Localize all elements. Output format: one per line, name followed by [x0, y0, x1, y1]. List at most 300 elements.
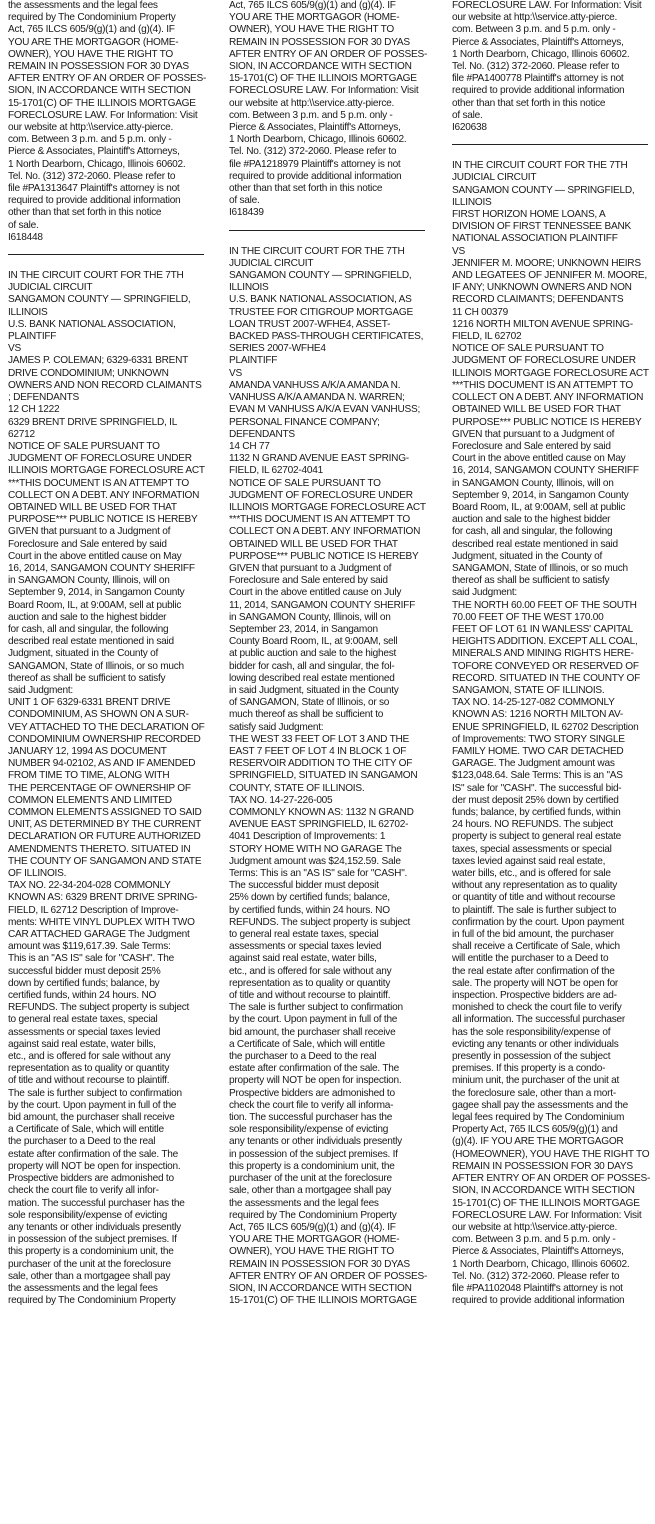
text-line: DRIVE CONDOMINIUM; UNKNOWN — [8, 367, 169, 379]
text-line: The sale is further subject to confirmation — [229, 1002, 403, 1014]
text-line: ILLINOIS — [229, 282, 269, 294]
text-line: YOU ARE THE MORTGAGOR (HOME- — [8, 36, 179, 48]
text-line: ILLINOIS MORTGAGE FORECLOSURE ACT — [229, 501, 426, 513]
text-line: water bills, etc., and is offered for sale — [452, 868, 611, 880]
text-line: in SANGAMON County, Illinois, will on — [229, 611, 391, 623]
text-line: auction and sale to the highest bidder — [8, 611, 167, 623]
text-line: HEIGHTS ADDITION. EXCEPT ALL COAL, — [452, 636, 638, 648]
text-line: auction and sale to the highest bidder — [452, 514, 611, 526]
text-line: STORY HOME WITH NO GARAGE The — [229, 843, 402, 855]
text-line: at public auction and sale to the highest — [229, 648, 397, 660]
text-line: a Certificate of Sale, which will entitle — [229, 1038, 385, 1050]
text-line: SANGAMON COUNTY — SPRINGFIELD, — [452, 184, 635, 196]
text-line: Judgment amount was $24,152.59. Sale — [229, 855, 401, 867]
text-line: SION, IN ACCORDANCE WITH SECTION — [229, 1282, 412, 1294]
text-line: the real estate after confirmation of the — [452, 965, 615, 977]
text-line: AMANDA VANHUSS A/K/A AMANDA N. — [229, 379, 401, 391]
text-line: U.S. BANK NATIONAL ASSOCIATION, AS — [229, 294, 412, 306]
text-line: successful bidder must deposit 25% — [8, 965, 161, 977]
text-line: PURPOSE*** PUBLIC NOTICE IS HEREBY — [8, 514, 198, 526]
text-line: 11, 2014, SANGAMON COUNTY SHERIFF — [229, 599, 416, 611]
text-line: FROM TIME TO TIME, ALONG WITH — [8, 770, 170, 782]
text-line: 24 hours. NO REFUNDS. The subject — [452, 819, 613, 831]
text-line: Pierce & Associates, Plaintiff's Attorneys, — [452, 1246, 624, 1258]
text-line: in said Judgment, situated in the County — [229, 684, 399, 696]
notice-block — [452, 0, 648, 134]
text-line: 14 CH 77 — [229, 440, 270, 452]
text-line: down by certified funds; balance, by — [8, 977, 160, 989]
text-line: REFUNDS. The subject property is subject — [8, 1002, 190, 1014]
text-line: this property is a condominium unit, the — [8, 1246, 174, 1258]
text-line: KNOWN AS: 1216 NORTH MILTON AV- — [452, 709, 623, 721]
text-line: DIVISION OF FIRST TENNESSEE BANK — [452, 221, 631, 233]
text-line: Court in the above entitled cause on May — [452, 453, 626, 465]
text-line: PLAINTIFF — [8, 331, 57, 343]
column-2 — [229, 0, 428, 1307]
text-line: 70.00 FEET OF THE WEST 170.00 — [452, 611, 604, 623]
text-line: 1216 NORTH MILTON AVENUE SPRING- — [452, 318, 633, 330]
text-line: FORECLOSURE LAW. For Information: Visit — [229, 85, 419, 97]
text-line: com. Between 3 p.m. and 5 p.m. only - — [452, 1234, 616, 1246]
notice-block — [8, 0, 207, 244]
text-line: JUDGMENT OF FORECLOSURE UNDER — [8, 453, 192, 465]
text-line: for cash, all and singular, the following — [452, 526, 613, 538]
text-line: THE NORTH 60.00 FEET OF THE SOUTH — [452, 599, 637, 611]
text-line: SANGAMON, STATE OF ILLINOIS. — [452, 684, 605, 696]
text-line: OWNER), YOU HAVE THE RIGHT TO — [229, 24, 394, 36]
text-line: VS — [452, 245, 465, 257]
text-line: mation. The successful purchaser has the — [8, 1197, 185, 1209]
text-line: SANGAMON COUNTY — SPRINGFIELD, — [229, 270, 412, 282]
text-line: OBTAINED WILL BE USED FOR THAT — [229, 538, 398, 550]
text-line: IN THE CIRCUIT COURT FOR THE 7TH — [452, 160, 628, 172]
text-line: in possession of the subject premises. If — [229, 1148, 398, 1160]
text-line: REMAIN IN POSSESSION FOR 30 DYAS — [229, 36, 410, 48]
text-line: ILLINOIS — [8, 306, 48, 318]
text-line: NOTICE OF SALE PURSUANT TO — [8, 440, 160, 452]
text-line: TAX NO. 14-25-127-082 COMMONLY — [452, 697, 615, 709]
text-line: IF ANY; UNKNOWN OWNERS AND NON — [452, 282, 632, 294]
text-line: The sale is further subject to confirmation — [8, 1087, 182, 1099]
text-line: for cash, all and singular, the following — [8, 623, 169, 635]
text-line: required to provide additional information — [452, 1295, 625, 1307]
text-line: 15-1701(C) OF THE ILLINOIS MORTGAGE — [452, 1197, 640, 1209]
text-line: to general real estate taxes, special — [229, 929, 379, 941]
text-line: FORECLOSURE LAW. For Information: Visit — [452, 0, 642, 11]
text-line: This is an "AS IS" sale for "CASH". The — [8, 953, 174, 965]
text-line: NUMBER 94-02102, AS AND IF AMENDED — [8, 758, 196, 770]
text-line: 16, 2014, SANGAMON COUNTY SHERIFF — [8, 562, 195, 574]
text-line: OF ILLINOIS. — [8, 868, 67, 880]
text-line: Tel. No. (312) 372-2060. Please refer to — [8, 170, 176, 182]
text-line: PURPOSE*** PUBLIC NOTICE IS HEREBY — [452, 416, 642, 428]
text-line: 1 North Dearborn, Chicago, Illinois 60602. — [229, 134, 407, 146]
text-line: 15-1701(C) OF THE ILLINOIS MORTGAGE — [8, 97, 196, 109]
text-line: said Judgment: — [8, 684, 73, 696]
text-line: ***THIS DOCUMENT IS AN ATTEMPT TO — [229, 514, 410, 526]
text-line: required to provide additional information — [452, 85, 625, 97]
text-line: SION, IN ACCORDANCE WITH SECTION — [8, 85, 191, 97]
text-line: Judgment, situated in the County of — [8, 648, 159, 660]
text-line: premises. If this property is a condo- — [452, 1063, 606, 1075]
text-line: inspection. Prospective bidders are ad- — [452, 990, 617, 1002]
text-line: lowing described real estate mentioned — [229, 672, 395, 684]
text-line: REFUNDS. The subject property is subject — [229, 916, 411, 928]
text-line: ILLINOIS — [452, 196, 492, 208]
text-line: IN THE CIRCUIT COURT FOR THE 7TH — [229, 245, 405, 257]
text-line: THE COUNTY OF SANGAMON AND STATE — [8, 855, 202, 867]
text-line: ILLINOIS MORTGAGE FORECLOSURE ACT — [452, 367, 649, 379]
text-line: AMENDMENTS THERETO. SITUATED IN — [8, 843, 191, 855]
text-line: I618439 — [229, 207, 264, 219]
text-line: I618448 — [8, 231, 43, 243]
text-line: assessments or special taxes levied — [8, 1026, 161, 1038]
text-line: bid amount, the purchaser shall receive — [8, 1112, 175, 1124]
text-line: Foreclosure and Sale entered by said — [452, 440, 611, 452]
text-line: DEFENDANTS — [229, 428, 295, 440]
text-line: of Improvements: TWO STORY SINGLE — [452, 733, 625, 745]
text-line: or quantity of title and without recourse — [452, 892, 616, 904]
text-line: sole responsibility/expense of evicting — [8, 1209, 168, 1221]
text-line: JAMES P. COLEMAN; 6329-6331 BRENT — [8, 355, 189, 367]
text-line: YOU ARE THE MORTGAGOR (HOME- — [229, 1234, 400, 1246]
text-line: legal fees required by The Condominium — [452, 1112, 625, 1124]
text-line: AFTER ENTRY OF AN ORDER OF POSSES- — [452, 1173, 651, 1185]
text-line: the assessments and the legal fees — [8, 0, 158, 11]
text-line: Tel. No. (312) 372-2060. Please refer to — [229, 146, 397, 158]
text-line: OWNER), YOU HAVE THE RIGHT TO — [229, 1246, 394, 1258]
text-line: COLLECT ON A DEBT. ANY INFORMATION — [229, 526, 421, 538]
text-line: JENNIFER M. MOORE; UNKNOWN HEIRS — [452, 257, 641, 269]
text-line: CAR ATTACHED GARAGE The Judgment — [8, 929, 190, 941]
text-line: this property is a condominium unit, the — [229, 1160, 395, 1172]
text-line: certified funds, within 24 hours. NO — [8, 990, 157, 1002]
text-line: 4041 Description of Improvements: 1 — [229, 831, 386, 843]
text-line: in full of the bid amount, the purchaser — [452, 929, 614, 941]
text-line: of sale. — [229, 195, 260, 207]
text-line: IN THE CIRCUIT COURT FOR THE 7TH — [8, 270, 184, 282]
text-line: Pierce & Associates, Plaintiff's Attorneys, — [8, 146, 180, 158]
notice-block — [229, 0, 428, 220]
text-line: Judgment, situated in the County of — [452, 550, 603, 562]
text-line: FIELD, IL 62702 — [452, 331, 522, 343]
text-line: KNOWN AS: 6329 BRENT DRIVE SPRING- — [8, 892, 198, 904]
column-1 — [8, 0, 207, 1307]
column-divider-rule — [229, 230, 425, 231]
notice-block — [452, 160, 651, 1307]
text-line: Property Act, 765 ILCS 605/9(g)(1) and — [452, 1124, 618, 1136]
text-line: Court in the above entitled cause on July — [229, 587, 402, 599]
text-line: OWNERS AND NON RECORD CLAIMANTS — [8, 379, 202, 391]
text-line: 15-1701(C) OF THE ILLINOIS MORTGAGE — [229, 73, 417, 85]
text-line: taxes, special assessments or special — [452, 843, 612, 855]
text-line: confirmation by the court. Upon payment — [452, 916, 625, 928]
text-line: U.S. BANK NATIONAL ASSOCIATION, — [8, 318, 176, 330]
text-line: 12 CH 1222 — [8, 404, 60, 416]
text-line: REMAIN IN POSSESSION FOR 30 DYAS — [8, 61, 189, 73]
text-line: representation as to quality or quantity — [8, 1063, 170, 1075]
text-line: against said real estate, water bills, — [229, 953, 377, 965]
text-line: CONDOMINIUM OWNERSHIP RECORDED — [8, 733, 201, 745]
text-line: COLLECT ON A DEBT. ANY INFORMATION — [8, 489, 200, 501]
text-line: NATIONAL ASSOCIATION PLAINTIFF — [452, 233, 618, 245]
text-line: described real estate mentioned in said — [452, 538, 618, 550]
text-line: GIVEN that pursuant to a Judgment of — [452, 428, 615, 440]
text-line: DECLARATION OR FUTURE AUTHORIZED — [8, 831, 201, 843]
text-line: 15-1701(C) OF THE ILLINOIS MORTGAGE — [229, 1295, 417, 1307]
text-line: to plaintiff. The sale is further subject to — [452, 904, 617, 916]
text-line: FAMILY HOME. TWO CAR DETACHED — [452, 745, 624, 757]
text-line: September 9, 2014, in Sangamon County — [452, 489, 629, 501]
text-line: of title and without recourse to plaintiff. — [8, 1075, 170, 1087]
text-line: Foreclosure and Sale entered by said — [8, 538, 167, 550]
text-line: of sale. — [452, 109, 483, 121]
text-line: COMMON ELEMENTS AND LIMITED — [8, 794, 172, 806]
text-line: sale. The property will NOT be open for — [452, 977, 619, 989]
text-line: sale, other than a mortgagee shall pay — [229, 1185, 392, 1197]
text-line: Court in the above entitled cause on May — [8, 550, 182, 562]
text-line: required to provide additional information — [229, 170, 402, 182]
text-line: COUNTY, STATE OF ILLINOIS. — [229, 782, 365, 794]
text-line: (g)(4). IF YOU ARE THE MORTGAGOR — [452, 1136, 624, 1148]
text-line: 1132 N GRAND AVENUE EAST SPRING- — [229, 453, 409, 465]
text-line: required to provide additional information — [8, 195, 181, 207]
text-line: file #PA1218979 Plaintiff's attorney is not — [229, 158, 401, 170]
text-line: TAX NO. 22-34-204-028 COMMONLY — [8, 880, 171, 892]
text-line: ments: WHITE VINYL DUPLEX WITH TWO — [8, 916, 195, 928]
text-line: evicting any tenants or other individuals — [452, 1038, 619, 1050]
text-line: any tenants or other individuals presently — [8, 1221, 181, 1233]
text-line: property is subject to general real estate — [452, 831, 622, 843]
text-line: Prospective bidders are admonished to — [8, 1173, 174, 1185]
text-line: 1 North Dearborn, Chicago, Illinois 60602. — [452, 48, 630, 60]
text-line: JUDGMENT OF FORECLOSURE UNDER — [452, 355, 636, 367]
text-line: amount was $119,617.39. Sale Terms: — [8, 941, 171, 953]
text-line: of sale. — [8, 219, 39, 231]
text-line: thereof as shall be sufficient to satisfy — [8, 672, 166, 684]
text-line: OBTAINED WILL BE USED FOR THAT — [8, 501, 177, 513]
text-line: PLAINTIFF — [229, 355, 278, 367]
text-line: purchaser of the unit at the foreclosure — [8, 1258, 171, 1270]
text-line: has the sole responsibility/expense of — [452, 1026, 611, 1038]
text-line: JUDICIAL CIRCUIT — [8, 282, 93, 294]
text-line: NOTICE OF SALE PURSUANT TO — [229, 477, 381, 489]
column-divider-rule — [452, 144, 648, 145]
text-line: TRUSTEE FOR CITIGROUP MORTGAGE — [229, 306, 413, 318]
text-line: AFTER ENTRY OF AN ORDER OF POSSES- — [229, 48, 428, 60]
text-line: described real estate mentioned in said — [8, 636, 174, 648]
text-line: file #PA1400778 Plaintiff's attorney is not — [452, 73, 624, 85]
notice-block — [8, 270, 204, 1307]
text-line: September 23, 2014, in Sangamon — [229, 623, 378, 635]
text-line: Act, 765 ILCS 605/9(g)(1) and (g)(4). IF — [8, 24, 175, 36]
text-line: JANUARY 12, 1994 AS DOCUMENT — [8, 745, 167, 757]
text-line: all information. The successful purchaser — [452, 1014, 626, 1026]
text-line: tion. The successful purchaser has the — [229, 1112, 393, 1124]
text-line: FEET OF LOT 61 IN WANLESS' CAPITAL — [452, 623, 633, 635]
text-line: SANGAMON COUNTY — SPRINGFIELD, — [8, 294, 191, 306]
text-line: AND LEGATEES OF JENNIFER M. MOORE, — [452, 270, 647, 282]
text-line: SANGAMON, State of Illinois, or so much — [8, 660, 184, 672]
text-line: funds; balance, by certified funds, within — [452, 807, 621, 818]
text-line: VANHUSS A/K/A AMANDA N. WARREN; — [229, 392, 405, 404]
text-line: any tenants or other individuals presently — [229, 1136, 402, 1148]
text-line: Board Room, IL, at 9:00AM, sell at public — [8, 599, 182, 611]
text-line: by the court. Upon payment in full of the — [8, 1099, 177, 1111]
text-line: etc., and is offered for sale without any — [8, 1051, 171, 1063]
text-line: without any representation as to quality — [452, 880, 618, 892]
text-line: required by The Condominium Property — [8, 12, 176, 24]
text-line: 62712 — [8, 428, 35, 440]
text-line: der must deposit 25% down by certified — [452, 794, 619, 806]
text-line: VEY ATTACHED TO THE DECLARATION OF — [8, 721, 205, 733]
text-line: SERIES 2007-WFHE4 — [229, 343, 326, 355]
text-line: Act, 765 ILCS 605/9(g)(1) and (g)(4). IF — [229, 0, 396, 11]
text-line: COMMONLY KNOWN AS: 1132 N GRAND — [229, 807, 414, 818]
text-line: EAST 7 FEET OF LOT 4 IN BLOCK 1 OF — [229, 745, 407, 757]
text-line: com. Between 3 p.m. and 5 p.m. only - — [229, 109, 393, 121]
text-line: gagee shall pay the assessments and the — [452, 1099, 628, 1111]
text-line: FORECLOSURE LAW. For Information: Visit — [452, 1209, 642, 1221]
text-line: estate after confirmation of the sale. The — [8, 1148, 178, 1160]
text-line: COLLECT ON A DEBT. ANY INFORMATION — [452, 392, 644, 404]
text-line: much thereof as shall be sufficient to — [229, 709, 384, 721]
text-line: FIELD, IL 62702-4041 — [229, 465, 323, 477]
text-line: JUDGMENT OF FORECLOSURE UNDER — [229, 489, 413, 501]
text-line: THE WEST 33 FEET OF LOT 3 AND THE — [229, 733, 410, 745]
column-divider-rule — [8, 254, 204, 255]
text-line: SANGAMON, State of Illinois, or so much — [452, 562, 628, 574]
text-line: 11 CH 00379 — [452, 306, 508, 318]
text-line: etc., and is offered for sale without any — [229, 965, 392, 977]
text-line: Board Room, IL, at 9:00AM, sell at public — [452, 501, 626, 513]
text-line: required by The Condominium Property — [8, 1295, 176, 1307]
text-line: GIVEN that pursuant to a Judgment of — [8, 526, 171, 538]
text-line: thereof as shall be sufficient to satisfy — [452, 575, 610, 587]
text-line: said Judgment: — [452, 587, 517, 599]
text-line: VS — [8, 343, 21, 355]
text-line: the foreclosure sale, other than a mort- — [452, 1087, 616, 1099]
text-line: bidder for cash, all and singular, the fol- — [229, 660, 395, 672]
text-line: Tel. No. (312) 372-2060. Please refer to — [452, 61, 620, 73]
text-line: Foreclosure and Sale entered by said — [229, 575, 388, 587]
text-line: shall receive a Certificate of Sale, which — [452, 941, 620, 953]
text-line: THE PERCENTAGE OF OWNERSHIP OF — [8, 782, 191, 794]
text-line: estate after confirmation of the sale. The — [229, 1063, 399, 1075]
text-line: $123,048.64. Sale Terms: This is an "AS — [452, 770, 623, 782]
text-line: sale, other than a mortgagee shall pay — [8, 1270, 171, 1282]
text-line: AFTER ENTRY OF AN ORDER OF POSSES- — [8, 73, 207, 85]
text-line: COMMON ELEMENTS ASSIGNED TO SAID — [8, 807, 202, 818]
text-line: our website at http:\\service.atty-pierce. — [452, 1221, 618, 1233]
text-line: MINERALS AND MINING RIGHTS HERE- — [452, 648, 634, 660]
text-line: GARAGE. The Judgment amount was — [452, 758, 615, 770]
text-line: UNIT, AS DETERMINED BY THE CURRENT — [8, 819, 202, 831]
text-line: taxes levied against said real estate, — [452, 855, 606, 867]
notice-block — [229, 245, 428, 1308]
text-line: PERSONAL FINANCE COMPANY; — [229, 416, 380, 428]
text-line: the assessments and the legal fees — [229, 1197, 379, 1209]
text-line: ***THIS DOCUMENT IS AN ATTEMPT TO — [452, 379, 633, 391]
text-line: com. Between 3 p.m. and 5 p.m. only - — [452, 24, 616, 36]
text-line: AFTER ENTRY OF AN ORDER OF POSSES- — [229, 1270, 428, 1282]
text-line: the purchaser to a Deed to the real — [8, 1136, 156, 1148]
text-line: FIELD, IL 62712 Description of Improve- — [8, 904, 179, 916]
text-line: 25% down by certified funds; balance, — [229, 892, 390, 904]
text-line: monished to check the court file to verify — [452, 1002, 622, 1014]
text-line: BACKED PASS-THROUGH CERTIFICATES, — [229, 331, 424, 343]
text-line: JUDICIAL CIRCUIT — [452, 172, 537, 184]
text-line: a Certificate of Sale, which will entitle — [8, 1124, 164, 1136]
text-line: in possession of the subject premises. If — [8, 1234, 177, 1246]
text-line: LOAN TRUST 2007-WFHE4, ASSET- — [229, 318, 391, 330]
text-line: presently in possession of the subject — [452, 1051, 611, 1063]
text-line: FORECLOSURE LAW. For Information: Visit — [8, 109, 198, 121]
text-line: our website at http:\\service.atty-pierce. — [452, 12, 618, 24]
text-line: our website at http:\\service.atty-pierce. — [8, 122, 174, 134]
text-line: other than that set forth in this notice — [452, 97, 606, 109]
text-line: property will NOT be open for inspection. — [229, 1075, 402, 1087]
text-line: to general real estate taxes, special — [8, 1014, 158, 1026]
text-line: The successful bidder must deposit — [229, 880, 379, 892]
text-line: ***THIS DOCUMENT IS AN ATTEMPT TO — [8, 477, 189, 489]
text-line: RESERVOIR ADDITION TO THE CITY OF — [229, 758, 413, 770]
text-line: in SANGAMON County, Illinois, will on — [452, 477, 614, 489]
text-line: file #PA1102048 Plaintiff's attorney is not — [452, 1282, 623, 1294]
text-line: 1 North Dearborn, Chicago, Illinois 60602. — [8, 158, 186, 170]
text-line: other than that set forth in this notice — [229, 183, 383, 195]
text-line: YOU ARE THE MORTGAGOR (HOME- — [229, 12, 400, 24]
text-line: NOTICE OF SALE PURSUANT TO — [452, 343, 604, 355]
text-line: ; DEFENDANTS — [8, 392, 80, 404]
text-line: purchaser of the unit at the foreclosure — [229, 1173, 392, 1185]
text-line: required by The Condominium Property — [229, 1209, 397, 1221]
text-line: property will NOT be open for inspection. — [8, 1160, 181, 1172]
text-line: CONDOMINIUM, AS SHOWN ON A SUR- — [8, 709, 189, 721]
text-line: UNIT 1 OF 6329-6331 BRENT DRIVE — [8, 697, 171, 709]
text-line: assessments or special taxes levied — [229, 941, 382, 953]
text-line: by the court. Upon payment in full of the — [229, 1014, 398, 1026]
text-line: 16, 2014, SANGAMON COUNTY SHERIFF — [452, 465, 639, 477]
text-line: check the court file to verify all infor- — [8, 1185, 159, 1197]
text-line: EVAN M VANHUSS A/K/A EVAN VANHUSS; — [229, 404, 420, 416]
text-line: VS — [229, 367, 242, 379]
text-line: TOFORE CONVEYED OR RESERVED OF — [452, 660, 639, 672]
text-line: JUDICIAL CIRCUIT — [229, 257, 314, 269]
text-line: County Board Room, IL, at 9:00AM, sell — [229, 636, 398, 648]
text-line: OWNER), YOU HAVE THE RIGHT TO — [8, 48, 173, 60]
text-line: satisfy said Judgment: — [229, 721, 324, 733]
text-line: minium unit, the purchaser of the unit at — [452, 1075, 620, 1087]
text-line: OBTAINED WILL BE USED FOR THAT — [452, 404, 621, 416]
text-line: REMAIN IN POSSESSION FOR 30 DAYS — [452, 1160, 633, 1172]
text-line: of SANGAMON, State of Illinois, or so — [229, 697, 390, 709]
text-line: 6329 BRENT DRIVE SPRINGFIELD, IL — [8, 416, 178, 428]
text-line: ENUE SPRINGFIELD, IL 62702 Description — [452, 721, 639, 733]
text-line: our website at http:\\service.atty-pierce. — [229, 97, 395, 109]
text-line: September 9, 2014, in Sangamon County — [8, 587, 185, 599]
text-line: SPRINGFIELD, SITUATED IN SANGAMON — [229, 770, 418, 782]
text-line: TAX NO. 14-27-226-005 — [229, 794, 333, 806]
text-line: other than that set forth in this notice — [8, 207, 162, 219]
text-line: (HOMEOWNER), YOU HAVE THE RIGHT TO — [452, 1148, 650, 1160]
text-line: by certified funds, within 24 hours. NO — [229, 904, 390, 916]
text-line: RECORD. SITUATED IN THE COUNTY OF — [452, 672, 641, 684]
column-3 — [452, 0, 651, 1307]
text-line: I620638 — [452, 122, 487, 134]
text-line: com. Between 3 p.m. and 5 p.m. only - — [8, 134, 172, 146]
text-line: check the court file to verify all informa- — [229, 1099, 394, 1111]
